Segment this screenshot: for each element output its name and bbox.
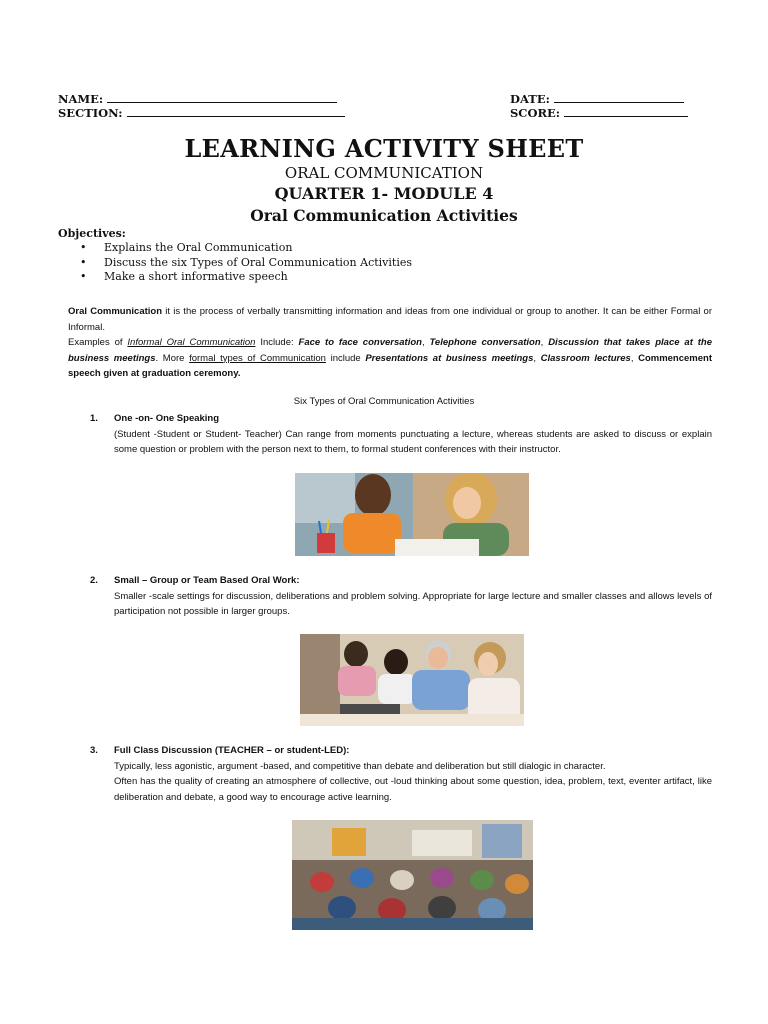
section-blank[interactable] <box>127 106 345 117</box>
date-label: DATE: <box>510 92 550 106</box>
activity-description: Smaller -scale settings for discussion, deliberations and problem solving. Appropriate for large lecture and smaller classes and allows levels of participation not possible in larger groups. <box>114 590 712 617</box>
activity-description: Typically, less agonistic, argument -based, and competitive than debate and deliberation but still dialogic in character. <box>114 760 606 772</box>
section-heading: Six Types of Oral Communication Activities <box>293 396 475 407</box>
main-title: LEARNING ACTIVITY SHEET <box>184 134 584 163</box>
name-label: NAME: <box>58 92 104 106</box>
photo-one-on-one <box>295 473 529 556</box>
include-word-2: include <box>325 352 366 364</box>
objective-item: • Make a short informative speech <box>78 270 412 285</box>
objective-item: • Explains the Oral Communication <box>78 241 412 256</box>
more-word: . More <box>155 352 190 364</box>
activity-1 <box>90 411 712 458</box>
section-label: SECTION: <box>58 106 123 120</box>
example-commencement: Commencement speech given at graduation ceremony. <box>68 352 712 379</box>
objectives-label: Objectives: <box>58 227 126 240</box>
name-field-row <box>58 92 337 106</box>
section-field-row <box>58 106 345 120</box>
example-presentations: Presentations at business meetings <box>365 352 534 364</box>
date-field-row <box>510 92 684 106</box>
subject-title: ORAL COMMUNICATION <box>284 164 484 182</box>
score-field-row <box>510 106 688 120</box>
topic-title: Oral Communication Activities <box>250 206 518 225</box>
include-word: Include: <box>255 337 299 348</box>
example-telephone: Telephone conversation <box>429 337 541 348</box>
activity-heading: Full Class Discussion (TEACHER – or student-LED): <box>114 745 350 756</box>
activity-2 <box>90 573 712 620</box>
photo-small-group <box>300 634 524 726</box>
activity-number: 2. <box>90 575 98 586</box>
activity-description-extra: Often has the quality of creating an atmosphere of collective, out -loud thinking about some question, idea, problem, text, eventer artifact, like deliberation and debate, a good way to encourage active learning. <box>114 776 712 803</box>
intro-definition: it is the process of verbally transmitting information and ideas from one individual or group to another. It can be either Formal or Informal. <box>68 306 712 333</box>
example-face-to-face: Face to face conversation <box>298 337 422 348</box>
informal-link: Informal Oral Communication <box>127 337 256 348</box>
quarter-title: QUARTER 1- MODULE 4 <box>274 184 494 203</box>
formal-link: formal types of Communication <box>189 352 326 364</box>
objectives-list <box>78 241 412 285</box>
name-blank[interactable] <box>107 92 337 103</box>
activity-description: (Student -Student or Student- Teacher) Can range from moments punctuating a lecture, whereas students are asked to discuss or explain some question or problem with the person next to them, to formal student conferences with their instructor. <box>114 428 712 455</box>
activity-heading: One -on- One Speaking <box>114 413 220 424</box>
score-label: SCORE: <box>510 106 561 120</box>
intro-paragraph: Oral Communication it is the process of verbally transmitting information and ideas from one individual or group to another. It can be either Formal or Informal. Examples of Informal Oral Communication Include: Face to face conversation, Telephone conversation, Discussion that takes place at the business meetings. More formal types of Communication include Presentations at business meetings, Classroom lectures, Commencement speech given at graduation ceremony. <box>68 306 713 379</box>
example-business-discussion: Discussion that takes place at the business meetings <box>68 337 713 364</box>
date-blank[interactable] <box>554 92 684 103</box>
activity-3 <box>90 743 712 805</box>
activity-number: 1. <box>90 413 98 424</box>
activity-heading: Small – Group or Team Based Oral Work: <box>114 575 300 586</box>
example-lectures: Classroom lectures <box>540 352 631 364</box>
intro-term: Oral Communication <box>68 306 163 317</box>
objective-item: • Discuss the six Types of Oral Communication Activities <box>78 256 412 271</box>
photo-class-discussion <box>292 820 533 930</box>
examples-lead: Examples of <box>68 337 128 348</box>
activity-number: 3. <box>90 745 98 756</box>
score-blank[interactable] <box>564 106 688 117</box>
